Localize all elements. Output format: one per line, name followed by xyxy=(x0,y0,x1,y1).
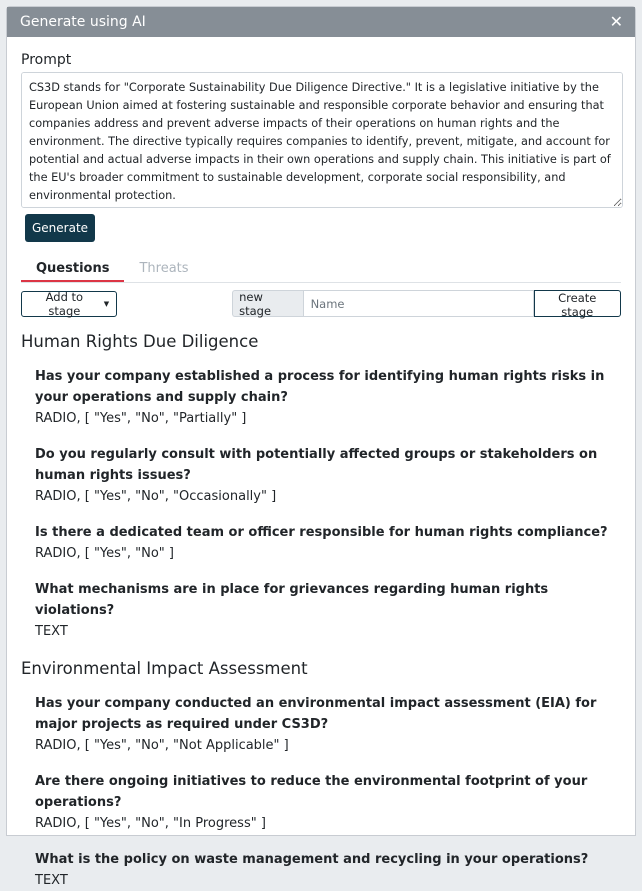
modal-header xyxy=(7,7,635,37)
modal-title: Generate using AI xyxy=(20,14,146,30)
question-type: RADIO, [ "Yes", "No", "Occasionally" ] xyxy=(35,489,277,504)
prompt-label: Prompt xyxy=(21,52,72,68)
generate-button[interactable]: Generate xyxy=(25,214,95,242)
question-text: Is there a dedicated team or officer responsible for human rights compliance? xyxy=(35,525,608,540)
add-to-stage-label: Add to stage xyxy=(45,289,84,318)
question-item xyxy=(35,579,621,642)
stage-toolbar xyxy=(21,290,621,317)
question-text: Has your company established a process for identifying human rights risks in your operations and supply chain? xyxy=(35,369,605,405)
create-stage-button[interactable]: Create stage xyxy=(534,290,621,317)
question-item xyxy=(35,444,621,507)
question-item xyxy=(35,366,621,429)
question-item xyxy=(35,693,621,756)
stage-section xyxy=(21,332,621,642)
close-icon[interactable]: ✕ xyxy=(609,12,623,31)
question-text: Has your company conducted an environmental impact assessment (EIA) for major projects as required under CS3D? xyxy=(35,696,597,732)
stage-section xyxy=(21,659,621,891)
stage-name-input[interactable] xyxy=(303,290,534,317)
new-stage-prefix: new stage xyxy=(232,290,302,317)
tab-bar xyxy=(21,254,621,283)
question-type: TEXT xyxy=(35,624,68,639)
question-type: RADIO, [ "Yes", "No" ] xyxy=(35,546,174,561)
question-type: TEXT xyxy=(35,873,68,888)
question-item xyxy=(35,849,621,891)
new-stage-group xyxy=(232,290,621,317)
stage-title: Environmental Impact Assessment xyxy=(21,659,308,678)
question-type: RADIO, [ "Yes", "No", "Not Applicable" ] xyxy=(35,738,289,753)
question-item xyxy=(35,522,621,564)
tab-threats[interactable]: Threats xyxy=(139,261,189,276)
question-text: Do you regularly consult with potentially affected groups or stakeholders on human rights issues? xyxy=(35,447,598,483)
question-text: What is the policy on waste management and recycling in your operations? xyxy=(35,852,589,867)
question-type: RADIO, [ "Yes", "No", "Partially" ] xyxy=(35,411,247,426)
question-item xyxy=(35,771,621,834)
stage-title: Human Rights Due Diligence xyxy=(21,332,259,351)
question-text: Are there ongoing initiatives to reduce the environmental footprint of your operations? xyxy=(35,774,588,810)
caret-down-icon: ▼ xyxy=(103,299,110,308)
prompt-textarea[interactable] xyxy=(21,72,623,208)
generate-ai-modal xyxy=(6,6,636,888)
modal-body xyxy=(7,52,635,891)
question-type: RADIO, [ "Yes", "No", "In Progress" ] xyxy=(35,816,266,831)
question-text: What mechanisms are in place for grievances regarding human rights violations? xyxy=(35,582,549,618)
tab-questions[interactable]: Questions xyxy=(21,254,124,282)
add-to-stage-dropdown[interactable] xyxy=(21,291,117,317)
